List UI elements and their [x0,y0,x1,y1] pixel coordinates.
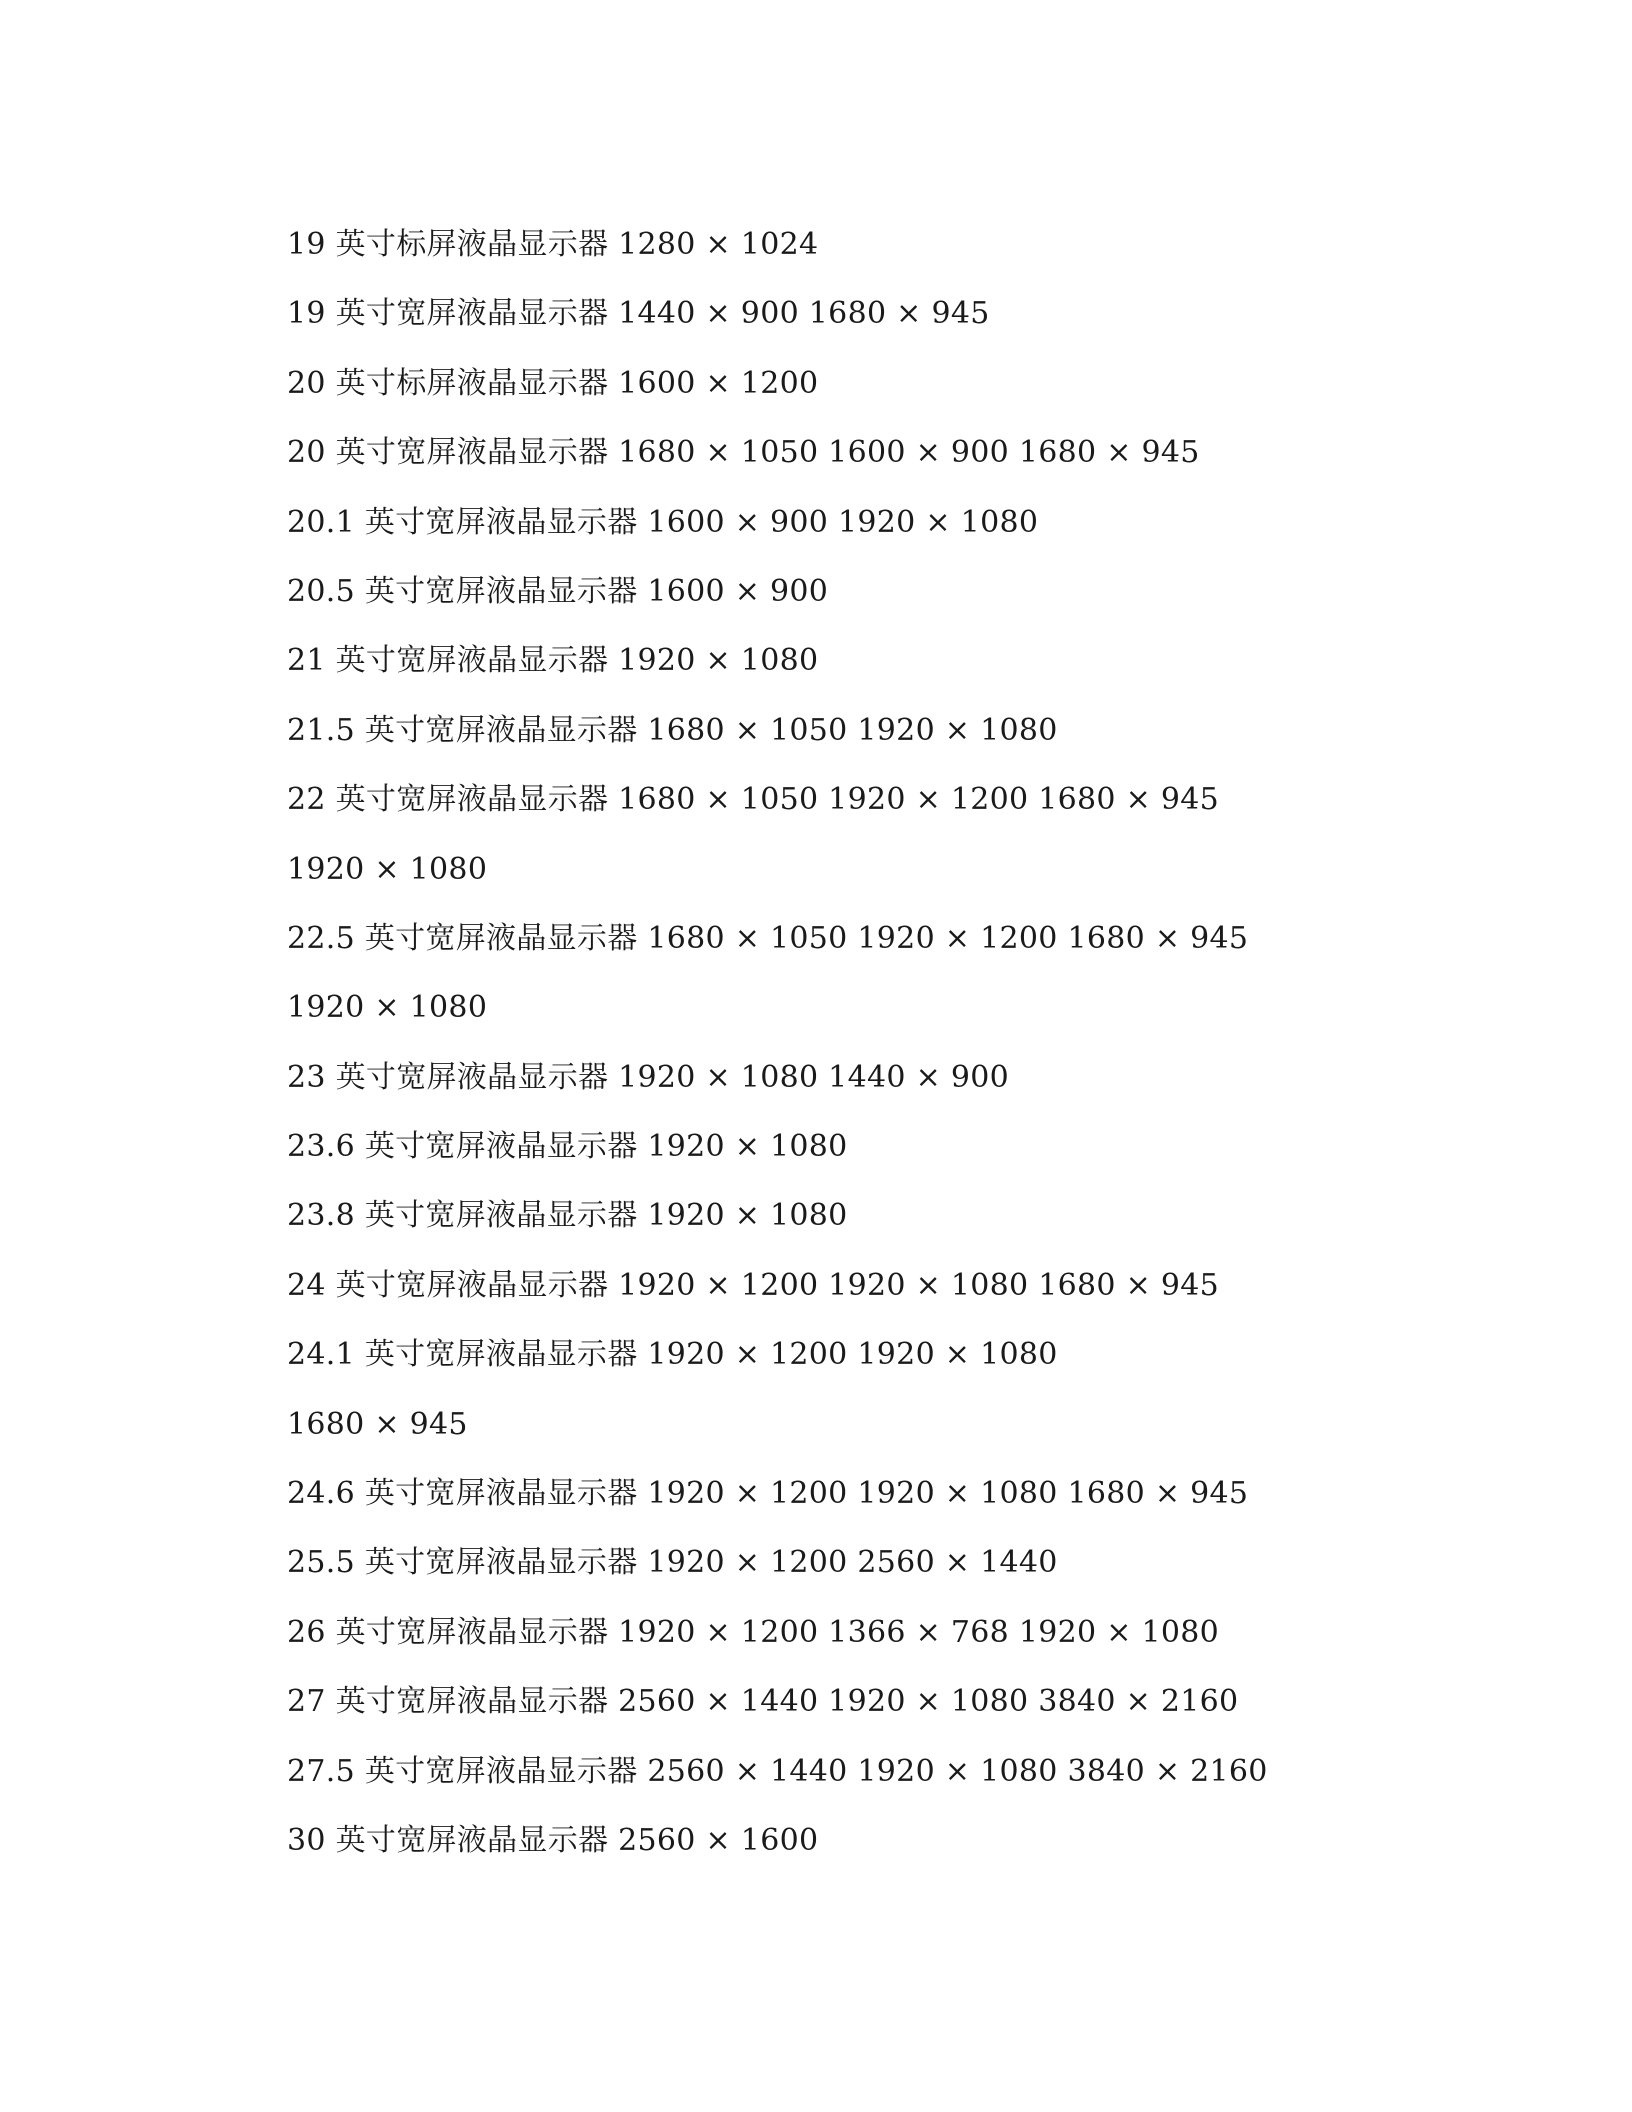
text-line: 25.5 英寸宽屏液晶显示器 1920 × 1200 2560 × 1440 [287,1545,1058,1581]
text-line: 1920 × 1080 [287,990,488,1026]
text-line: 22 英寸宽屏液晶显示器 1680 × 1050 1920 × 1200 1680 × 945 [287,782,1220,818]
text-line: 27.5 英寸宽屏液晶显示器 2560 × 1440 1920 × 1080 3840 × 2160 [287,1753,1268,1789]
text-line: 27 英寸宽屏液晶显示器 2560 × 1440 1920 × 1080 3840 × 2160 [287,1684,1239,1720]
text-line: 19 英寸标屏液晶显示器 1280 × 1024 [287,227,819,262]
text-line: 21 英寸宽屏液晶显示器 1920 × 1080 [287,643,819,679]
text-line: 23 英寸宽屏液晶显示器 1920 × 1080 1440 × 900 [287,1059,1010,1095]
text-line: 23.8 英寸宽屏液晶显示器 1920 × 1080 [287,1198,848,1234]
text-line: 24 英寸宽屏液晶显示器 1920 × 1200 1920 × 1080 1680 × 945 [287,1267,1220,1303]
text-line: 24.6 英寸宽屏液晶显示器 1920 × 1200 1920 × 1080 1680 × 945 [287,1476,1249,1512]
text-line: 1920 × 1080 [287,851,488,887]
text-line: 23.6 英寸宽屏液晶显示器 1920 × 1080 [287,1129,848,1165]
text-line: 20.5 英寸宽屏液晶显示器 1600 × 900 [287,573,829,609]
text-line: 22.5 英寸宽屏液晶显示器 1680 × 1050 1920 × 1200 1680 × 945 [287,920,1249,956]
text-line: 24.1 英寸宽屏液晶显示器 1920 × 1200 1920 × 1080 [287,1337,1058,1373]
text-line: 26 英寸宽屏液晶显示器 1920 × 1200 1366 × 768 1920 × 1080 [287,1614,1220,1650]
resolution-list [287,210,1268,1875]
text-line: 21.5 英寸宽屏液晶显示器 1680 × 1050 1920 × 1080 [287,712,1058,748]
text-line: 20 英寸宽屏液晶显示器 1680 × 1050 1600 × 900 1680 × 945 [287,435,1200,471]
text-line: 20 英寸标屏液晶显示器 1600 × 1200 [287,365,819,401]
text-line: 30 英寸宽屏液晶显示器 2560 × 1600 [287,1822,819,1858]
text-line: 20.1 英寸宽屏液晶显示器 1600 × 900 1920 × 1080 [287,504,1039,540]
text-line: 19 英寸宽屏液晶显示器 1440 × 900 1680 × 945 [287,296,990,332]
text-line: 1680 × 945 [287,1406,468,1442]
